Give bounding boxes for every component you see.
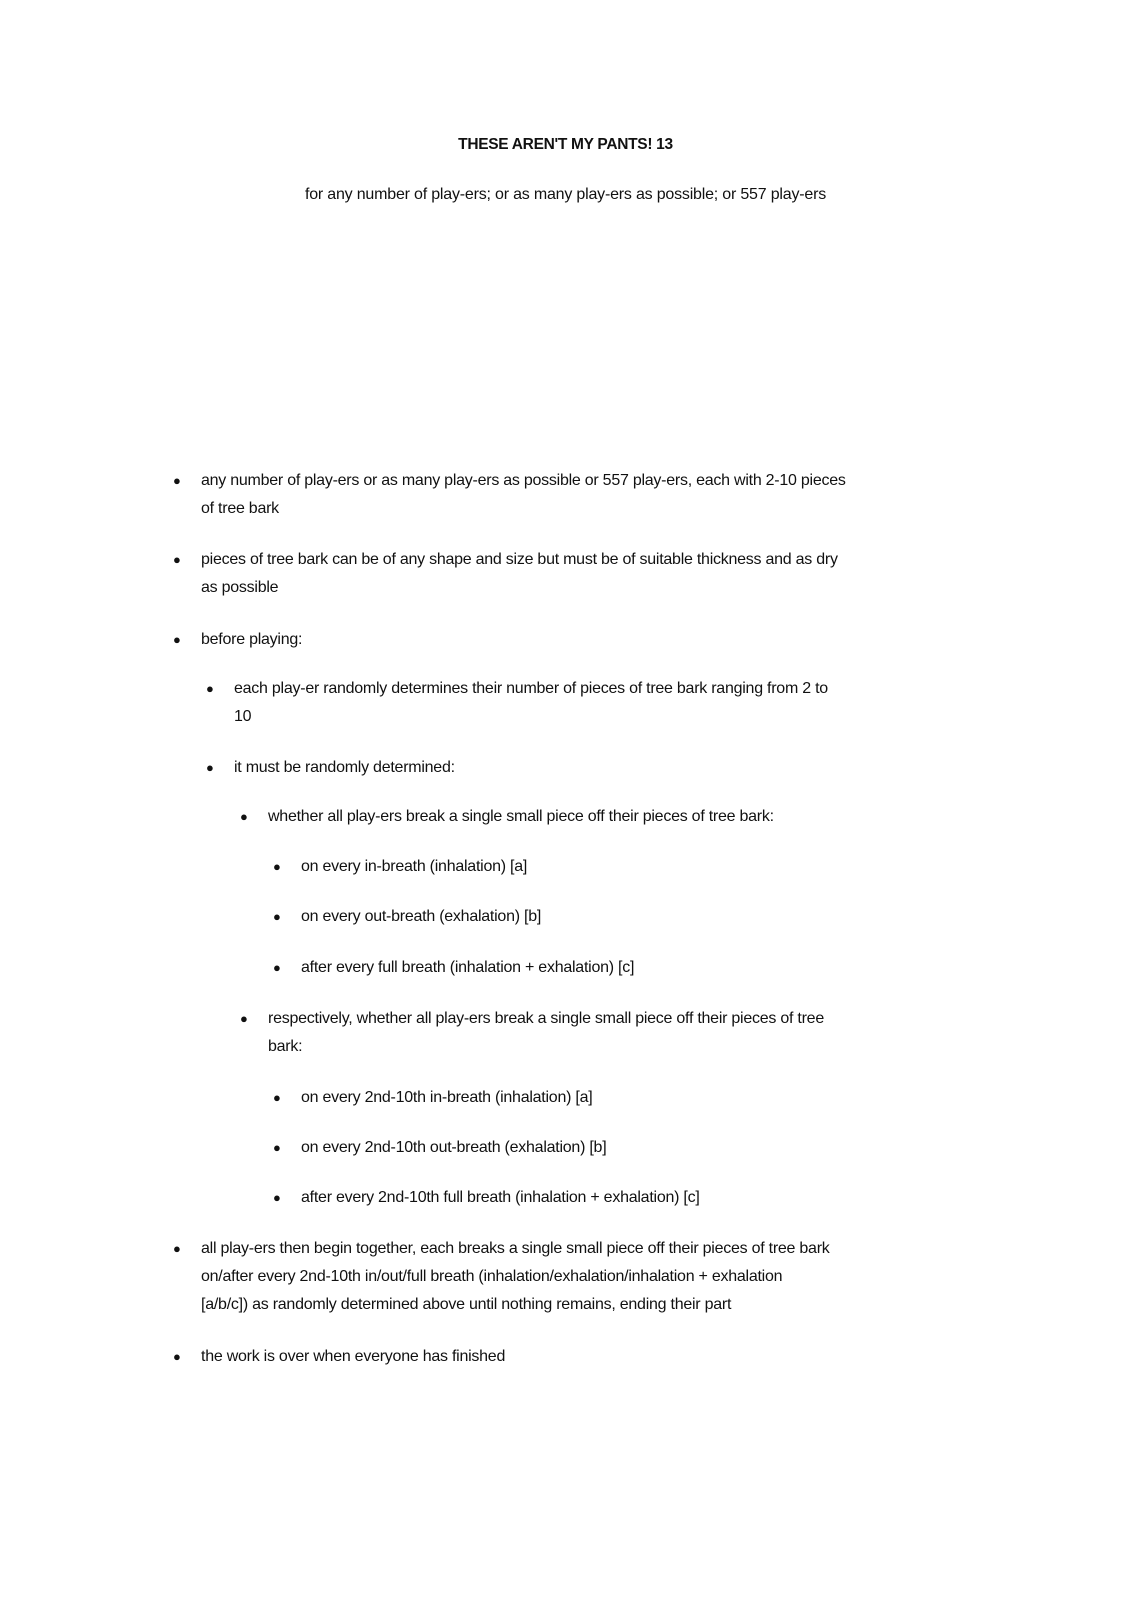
list-item-text: [a/b/c]) as randomly determined above until nothing remains, ending their part <box>201 1296 732 1313</box>
list-item-text: bark: <box>268 1038 303 1055</box>
list-item <box>173 467 846 523</box>
list-item-text: it must be randomly determined: <box>234 759 455 776</box>
list-item <box>206 675 828 731</box>
list-item-text: pieces of tree bark can be of any shape and size but must be of suitable thickness and as dry <box>201 551 838 568</box>
list-item <box>173 546 838 602</box>
list-item <box>173 1343 506 1371</box>
list-item-text: on every 2nd-10th out-breath (exhalation) [b] <box>301 1139 607 1156</box>
list-item-text: any number of play-ers or as many play-ers as possible or 557 play-ers, each with 2-10 pieces <box>201 472 846 489</box>
list-item <box>273 1184 700 1212</box>
bullet-icon: ● <box>206 760 214 775</box>
list-item <box>273 954 635 982</box>
document-subtitle: for any number of play-ers; or as many play-ers as possible; or 557 play-ers <box>304 186 827 203</box>
list-item-text: after every 2nd-10th full breath (inhalation + exhalation) [c] <box>301 1189 700 1206</box>
list-item <box>273 853 528 881</box>
list-item-text: before playing: <box>201 631 303 648</box>
bullet-icon: ● <box>173 1349 181 1364</box>
bullet-icon: ● <box>273 859 281 874</box>
list-item <box>273 903 542 931</box>
list-item-text: 10 <box>234 708 252 725</box>
list-item-text: the work is over when everyone has finished <box>201 1348 506 1365</box>
bullet-icon: ● <box>240 1011 248 1026</box>
list-item-text: on every in-breath (inhalation) [a] <box>301 858 528 875</box>
list-item-text: after every full breath (inhalation + exhalation) [c] <box>301 959 635 976</box>
bullet-icon: ● <box>273 1090 281 1105</box>
bullet-icon: ● <box>206 681 214 696</box>
bullet-icon: ● <box>273 909 281 924</box>
list-item-text: whether all play-ers break a single small piece off their pieces of tree bark: <box>268 808 774 825</box>
bullet-icon: ● <box>273 1140 281 1155</box>
list-item-text: as possible <box>201 579 279 596</box>
list-item <box>273 1084 593 1112</box>
list-item <box>173 626 303 654</box>
list-item-text: on/after every 2nd-10th in/out/full breath (inhalation/exhalation/inhalation + exhalation <box>201 1268 783 1285</box>
list-item <box>173 1235 830 1319</box>
list-item-text: on every 2nd-10th in-breath (inhalation) [a] <box>301 1089 593 1106</box>
list-item-text: on every out-breath (exhalation) [b] <box>301 908 542 925</box>
list-item-text: respectively, whether all play-ers break a single small piece off their pieces of tree <box>268 1010 824 1027</box>
bullet-icon: ● <box>173 473 181 488</box>
list-item-text: each play-er randomly determines their number of pieces of tree bark ranging from 2 to <box>234 680 828 697</box>
list-item <box>206 754 455 782</box>
document-title: THESE AREN'T MY PANTS! 13 <box>458 136 673 153</box>
list-item-text: of tree bark <box>201 500 279 517</box>
bullet-icon: ● <box>273 960 281 975</box>
bullet-icon: ● <box>173 632 181 647</box>
bullet-icon: ● <box>240 809 248 824</box>
list-item <box>240 803 774 831</box>
list-item <box>273 1134 607 1162</box>
bullet-icon: ● <box>173 1241 181 1256</box>
list-item <box>240 1005 824 1061</box>
bullet-icon: ● <box>173 552 181 567</box>
list-item-text: all play-ers then begin together, each breaks a single small piece off their pieces of tree bark <box>201 1240 830 1257</box>
bullet-icon: ● <box>273 1190 281 1205</box>
